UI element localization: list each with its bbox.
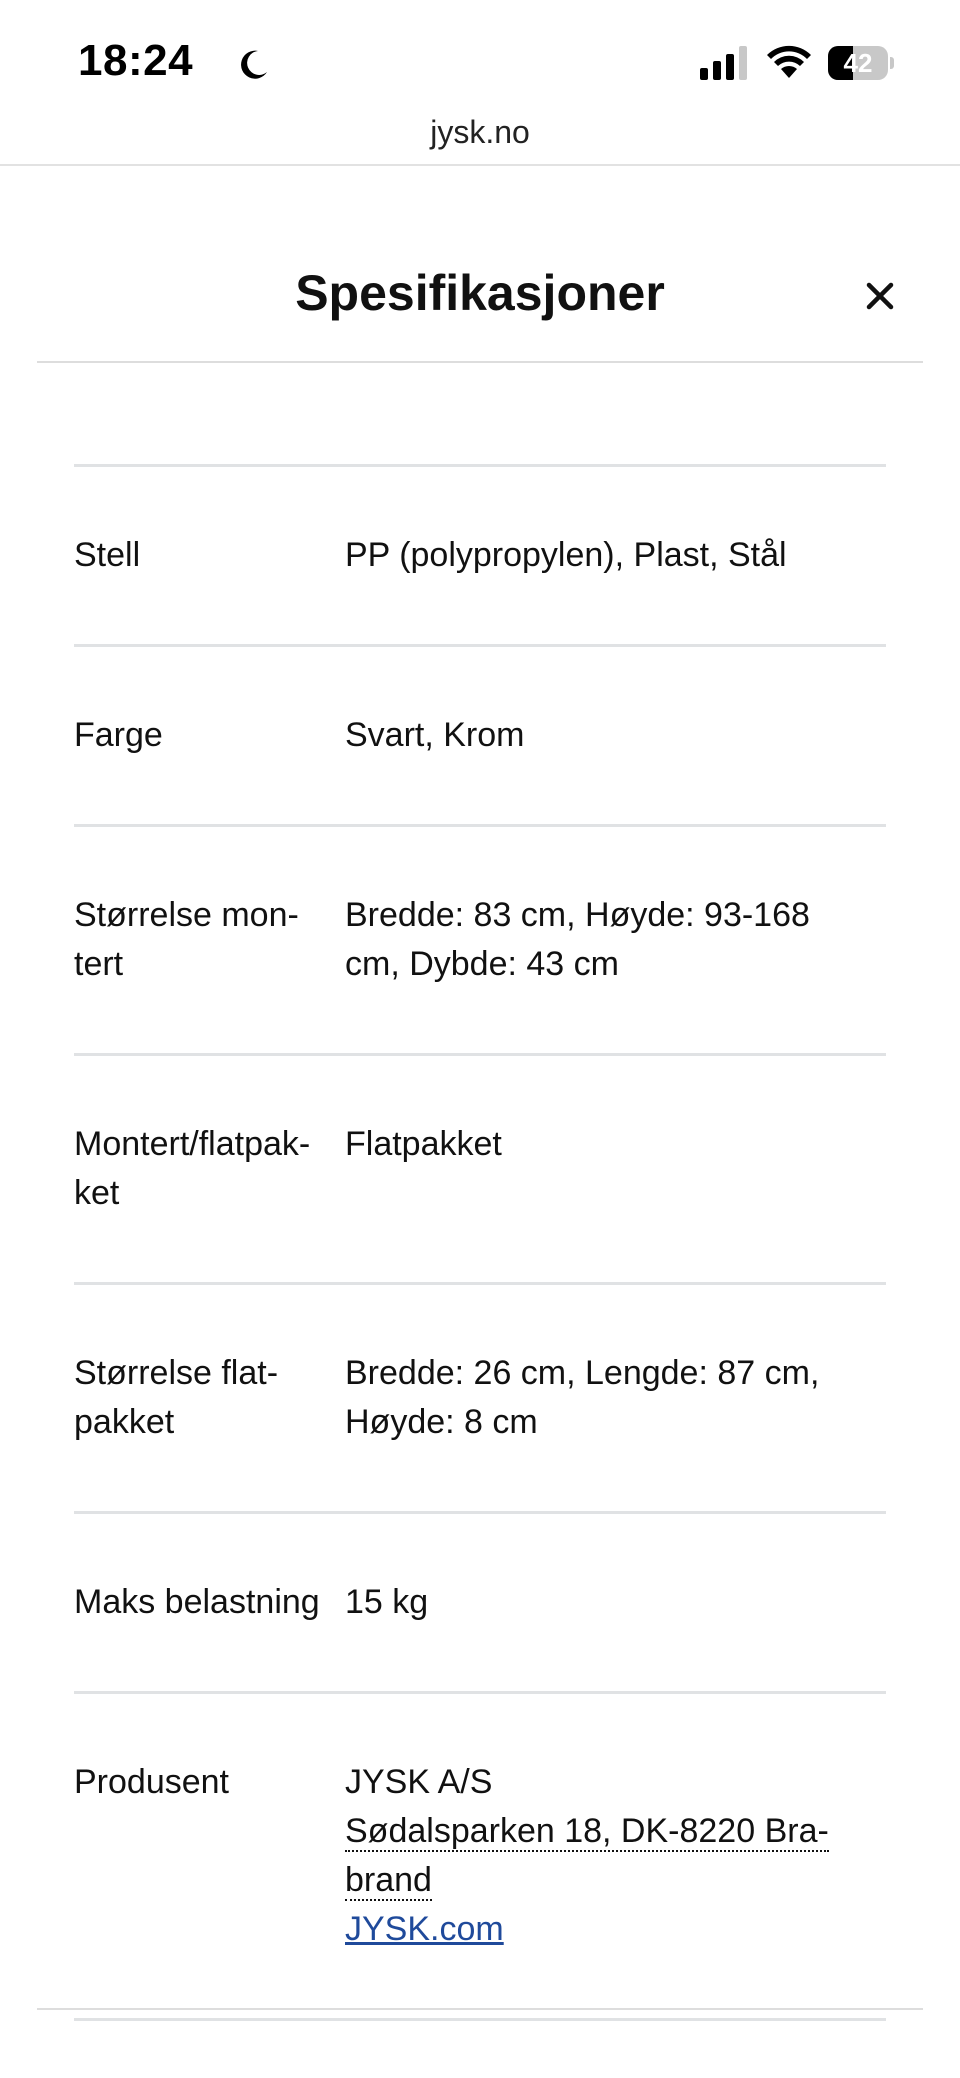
spec-value: Bredde: 26 cm, Lengde: 87 cm, Høyde: 8 cm — [345, 1354, 820, 1441]
spec-list — [74, 464, 886, 2021]
spec-label-line: ket — [74, 1174, 120, 1212]
manufacturer-address[interactable] — [345, 1807, 856, 1905]
spec-row-storrelse-flatpakket — [74, 1285, 886, 1511]
spec-label — [74, 1349, 345, 1447]
row-divider — [74, 2018, 886, 2021]
spec-row-maks-belastning — [74, 1514, 886, 1691]
spec-label: Maks belastning — [74, 1583, 320, 1621]
status-time: 18:24 — [78, 36, 194, 85]
spec-value: Bredde: 83 cm, Høyde: 93-168 cm, Dybde: 43 cm — [345, 896, 810, 983]
wifi-icon — [766, 44, 812, 80]
spec-row-storrelse-montert — [74, 827, 886, 1053]
spec-value — [345, 1758, 886, 1954]
spec-label-line: Størrelse mon- — [74, 896, 299, 934]
spec-label: Produsent — [74, 1763, 229, 1801]
spec-label-line: pakket — [74, 1403, 175, 1441]
spec-row-stell — [74, 467, 886, 644]
address-line[interactable]: Sødalsparken 18, DK-8220 Bra- — [345, 1812, 829, 1850]
spec-label-line: Størrelse flat- — [74, 1354, 279, 1392]
browser-divider — [0, 164, 960, 166]
battery-indicator — [828, 46, 894, 80]
spec-label-line: Montert/flatpak- — [74, 1125, 311, 1163]
header-divider — [37, 361, 923, 363]
battery-level: 42 — [843, 48, 873, 78]
spec-label — [74, 891, 345, 989]
manufacturer-website-link[interactable]: JYSK.com — [345, 1910, 504, 1948]
footer-divider — [37, 2008, 923, 2010]
url-bar[interactable]: jysk.no — [430, 114, 530, 150]
spec-value: Svart, Krom — [345, 716, 525, 754]
spec-row-farge — [74, 647, 886, 824]
spec-value: 15 kg — [345, 1583, 429, 1621]
status-bar — [0, 0, 960, 112]
spec-label: Farge — [74, 716, 163, 754]
spec-label-line: tert — [74, 945, 124, 983]
spec-label — [74, 1120, 345, 1218]
spec-row-montert-flatpakket — [74, 1056, 886, 1282]
close-icon[interactable] — [856, 272, 904, 320]
spec-row-produsent — [74, 1694, 886, 2018]
moon-icon — [236, 48, 270, 82]
spec-value: PP (polypropylen), Plast, Stål — [345, 536, 787, 574]
panel-title: Spesifikasjoner — [295, 265, 665, 321]
manufacturer-name: JYSK A/S — [345, 1763, 493, 1801]
cellular-signal-icon — [700, 46, 750, 80]
address-line[interactable]: brand — [345, 1861, 432, 1899]
spec-label: Stell — [74, 536, 141, 574]
spec-value: Flatpakket — [345, 1125, 502, 1163]
